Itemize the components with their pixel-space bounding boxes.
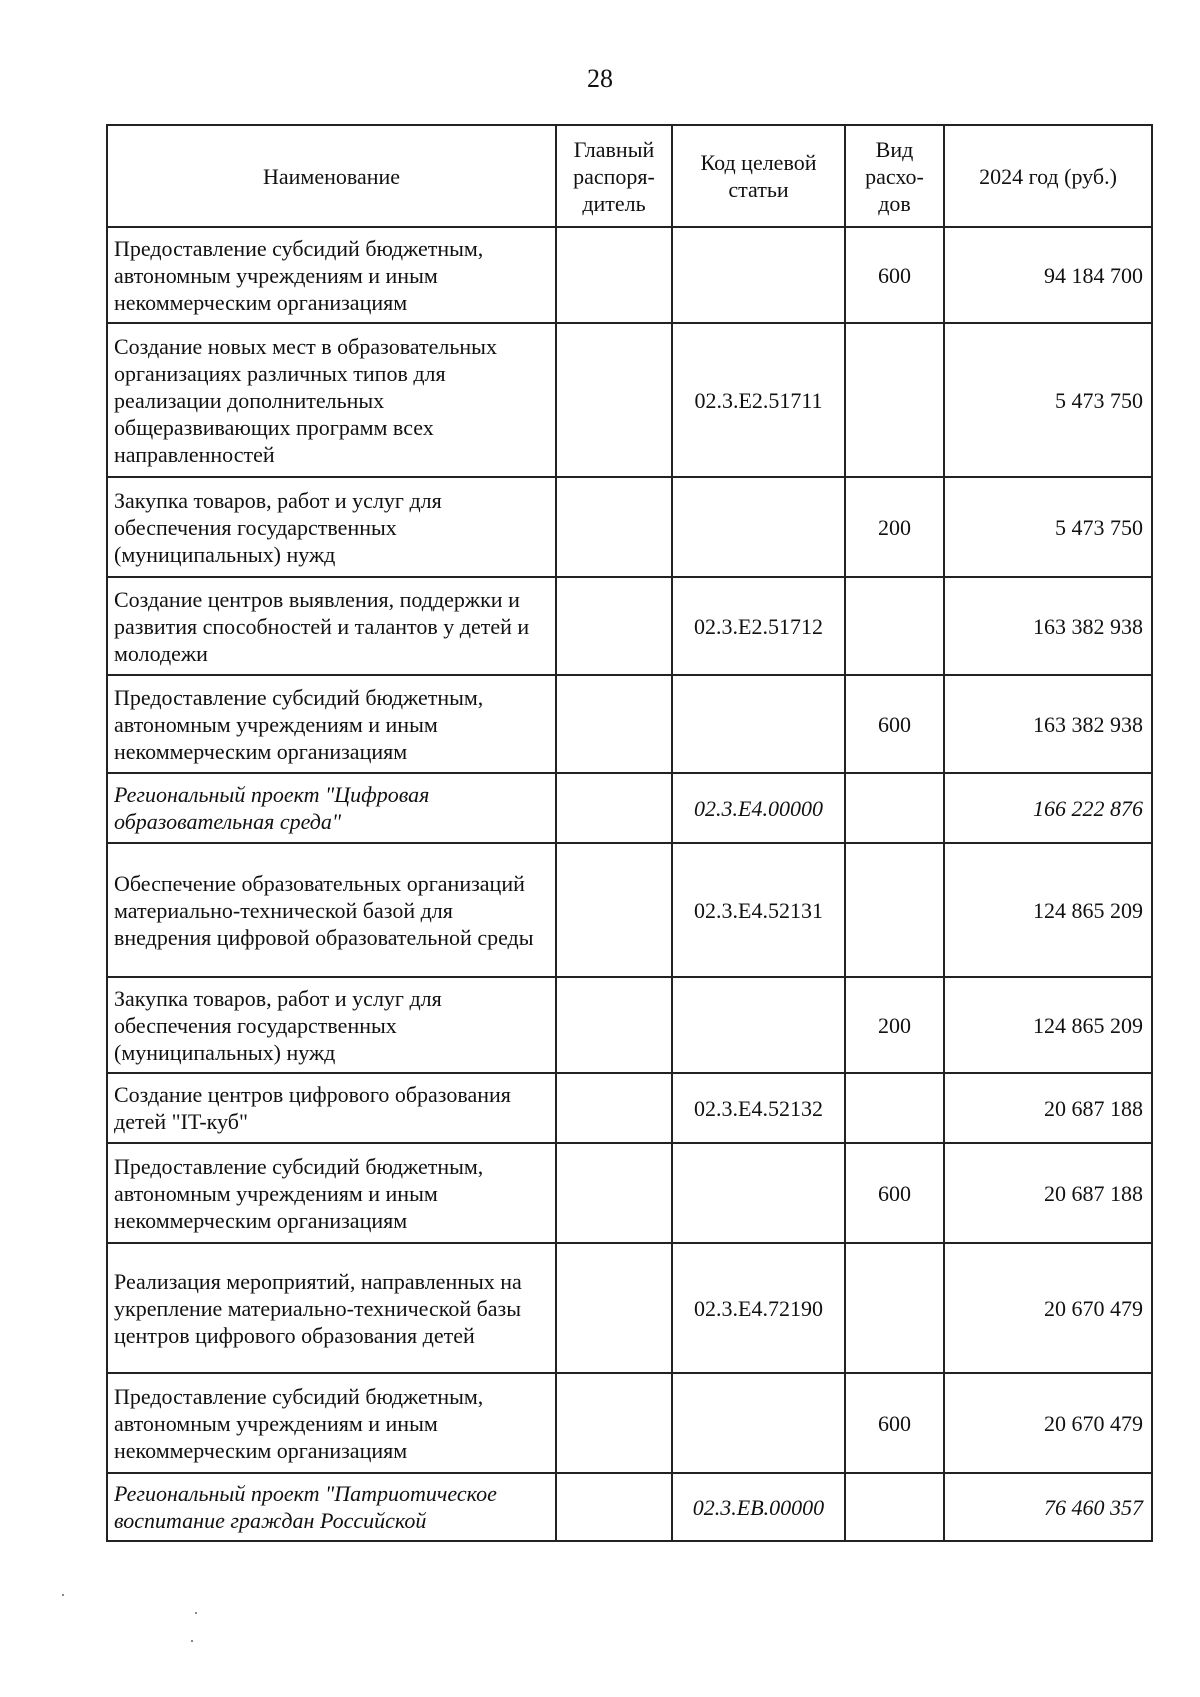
row-type: 200 <box>845 477 944 577</box>
row-type <box>845 773 944 843</box>
row-code: 02.3.Е4.72190 <box>672 1243 845 1373</box>
table-header-row <box>107 125 1152 227</box>
row-amount: 5 473 750 <box>944 477 1152 577</box>
row-name: Закупка товаров, работ и услуг для обеспечения государственных (муниципальных) нужд <box>107 977 556 1073</box>
table-row <box>107 977 1152 1073</box>
row-amount: 20 670 479 <box>944 1373 1152 1473</box>
row-type: 200 <box>845 977 944 1073</box>
row-amount: 124 865 209 <box>944 843 1152 977</box>
row-admin <box>556 227 672 323</box>
row-amount: 5 473 750 <box>944 323 1152 477</box>
row-admin <box>556 1143 672 1243</box>
row-code: 02.3.Е2.51711 <box>672 323 845 477</box>
row-name: Закупка товаров, работ и услуг для обеспечения государственных (муниципальных) нужд <box>107 477 556 577</box>
row-name: Создание центров цифрового образования детей "IT-куб" <box>107 1073 556 1143</box>
header-admin: Главный распоря-дитель <box>556 125 672 227</box>
row-code <box>672 1373 845 1473</box>
row-amount: 163 382 938 <box>944 577 1152 675</box>
row-admin <box>556 323 672 477</box>
row-name: Предоставление субсидий бюджетным, автономным учреждениям и иным некоммерческим организациям <box>107 227 556 323</box>
row-amount: 166 222 876 <box>944 773 1152 843</box>
row-code: 02.3.ЕВ.00000 <box>672 1473 845 1541</box>
table-row <box>107 227 1152 323</box>
row-type <box>845 577 944 675</box>
row-name: Создание центров выявления, поддержки и развития способностей и талантов у детей и молодежи <box>107 577 556 675</box>
row-amount: 163 382 938 <box>944 675 1152 773</box>
row-amount: 20 687 188 <box>944 1073 1152 1143</box>
row-type <box>845 323 944 477</box>
row-code: 02.3.Е4.00000 <box>672 773 845 843</box>
row-admin <box>556 977 672 1073</box>
budget-table <box>106 124 1153 1542</box>
row-code: 02.3.Е4.52131 <box>672 843 845 977</box>
row-admin <box>556 1243 672 1373</box>
row-name: Предоставление субсидий бюджетным, автономным учреждениям и иным некоммерческим организациям <box>107 1143 556 1243</box>
row-type <box>845 1243 944 1373</box>
table-row <box>107 675 1152 773</box>
table-row <box>107 1143 1152 1243</box>
header-name: Наименование <box>107 125 556 227</box>
row-amount: 94 184 700 <box>944 227 1152 323</box>
row-code <box>672 977 845 1073</box>
row-type <box>845 843 944 977</box>
table-row <box>107 1373 1152 1473</box>
table-row <box>107 477 1152 577</box>
row-code <box>672 477 845 577</box>
page-number: 28 <box>587 64 613 93</box>
row-type: 600 <box>845 227 944 323</box>
row-name: Региональный проект "Цифровая образовательная среда" <box>107 773 556 843</box>
row-amount: 20 687 188 <box>944 1143 1152 1243</box>
row-code <box>672 675 845 773</box>
scan-speck <box>191 1640 193 1642</box>
row-type: 600 <box>845 675 944 773</box>
table-row <box>107 843 1152 977</box>
row-name: Предоставление субсидий бюджетным, автономным учреждениям и иным некоммерческим организациям <box>107 1373 556 1473</box>
row-amount: 20 670 479 <box>944 1243 1152 1373</box>
scan-speck <box>62 1594 64 1596</box>
header-amount: 2024 год (руб.) <box>944 125 1152 227</box>
row-code <box>672 1143 845 1243</box>
row-admin <box>556 1373 672 1473</box>
row-admin <box>556 1073 672 1143</box>
row-type: 600 <box>845 1143 944 1243</box>
row-name: Предоставление субсидий бюджетным, автономным учреждениям и иным некоммерческим организациям <box>107 675 556 773</box>
row-type <box>845 1073 944 1143</box>
table-row <box>107 1243 1152 1373</box>
row-amount: 124 865 209 <box>944 977 1152 1073</box>
row-admin <box>556 675 672 773</box>
row-name: Обеспечение образовательных организаций материально-технической базой для внедрения цифровой образовательной среды <box>107 843 556 977</box>
table-row <box>107 1073 1152 1143</box>
header-code: Код целевой статьи <box>672 125 845 227</box>
row-code: 02.3.Е4.52132 <box>672 1073 845 1143</box>
table-row <box>107 323 1152 477</box>
table-row <box>107 1473 1152 1541</box>
row-admin <box>556 773 672 843</box>
row-admin <box>556 1473 672 1541</box>
row-admin <box>556 577 672 675</box>
scan-speck <box>195 1612 197 1614</box>
row-admin <box>556 477 672 577</box>
row-amount: 76 460 357 <box>944 1473 1152 1541</box>
row-name: Создание новых мест в образовательных организациях различных типов для реализации дополнительных общеразвивающих программ всех направленностей <box>107 323 556 477</box>
header-type: Вид расхо-дов <box>845 125 944 227</box>
row-type <box>845 1473 944 1541</box>
row-name: Реализация мероприятий, направленных на укрепление материально-технической базы центров цифрового образования детей <box>107 1243 556 1373</box>
row-type: 600 <box>845 1373 944 1473</box>
table-row <box>107 773 1152 843</box>
row-name: Региональный проект "Патриотическое воспитание граждан Российской <box>107 1473 556 1541</box>
table-row <box>107 577 1152 675</box>
row-code: 02.3.Е2.51712 <box>672 577 845 675</box>
row-admin <box>556 843 672 977</box>
row-code <box>672 227 845 323</box>
